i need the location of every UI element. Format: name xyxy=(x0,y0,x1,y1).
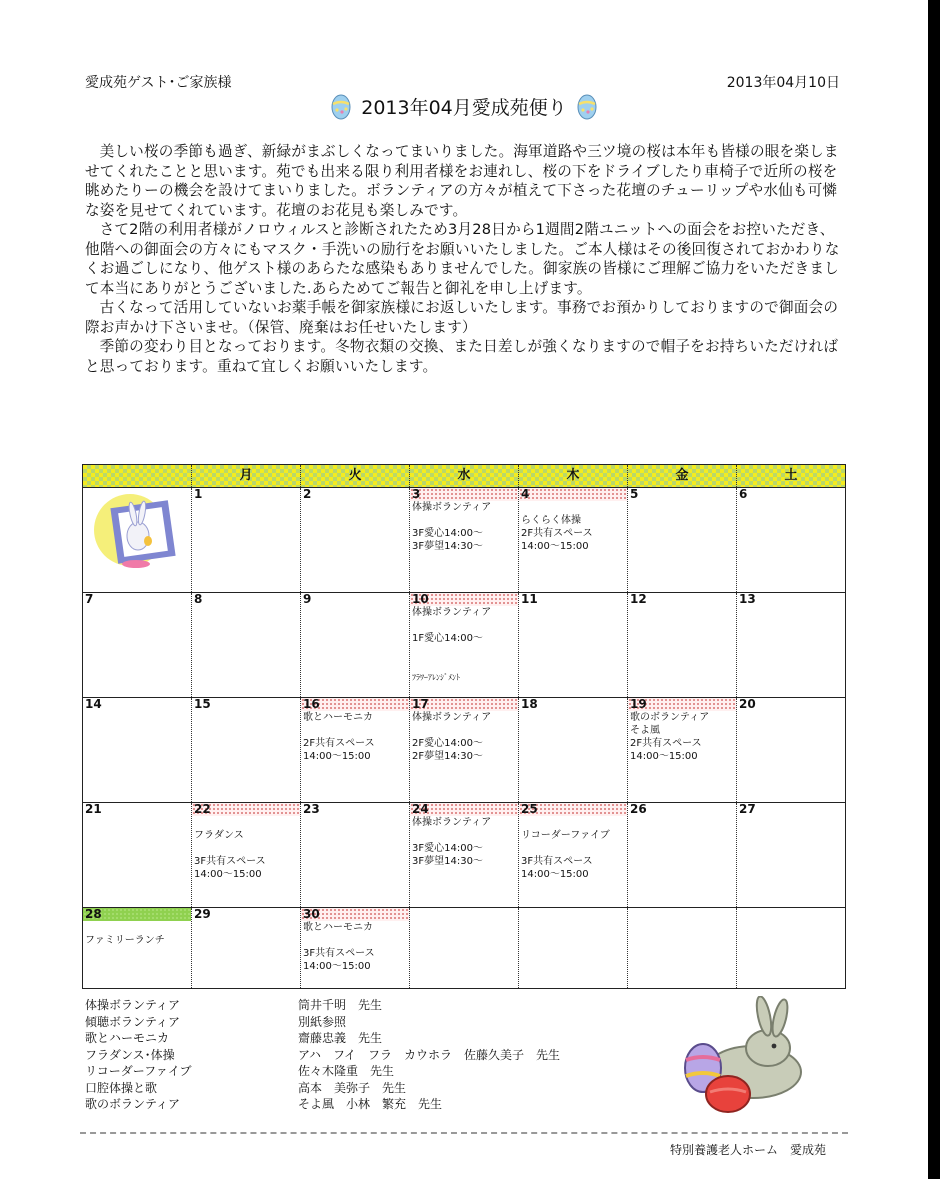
day-number: 22 xyxy=(192,803,300,816)
letter-paragraph: 季節の変わり目となっております。冬物衣類の交換、また日差しが強くなりますので帽子をお持ちいただければと思っております。重ねて宜しくお願いいたします。 xyxy=(85,338,839,375)
day-number: 9 xyxy=(303,592,312,606)
calendar-event: らくらく体操 2F共有スペース 14:00～15:00 xyxy=(521,515,593,552)
day-number: 16 xyxy=(301,698,409,711)
day-number: 13 xyxy=(739,592,756,606)
legend-instructor: 佐々木隆重 先生 xyxy=(298,1064,395,1078)
day-number: 20 xyxy=(739,697,756,711)
calendar-event: フラダンス 3F共有スペース 14:00～15:00 xyxy=(194,830,266,880)
day-number: 26 xyxy=(630,802,647,816)
letter-paragraph: さて2階の利用者様がノロウィルスと診断されたため3月28日から1週間2階ユニットへの面会をお控いただき、他階への御面会の方々にもマスク・手洗いの励行をお願いいたしました。ご本人様はその後回復されておかわりなくお過ごしになり、他ゲスト様のあらたな感染もありませんでした。御家族の皆様にご理解ご協力をいただきまして本当にありがとうございました.あらためてご報告と御礼を申し上げます。 xyxy=(85,221,840,297)
facility-name: 特別養護老人ホーム 愛成苑 xyxy=(669,1143,826,1157)
day-number: 1 xyxy=(194,487,203,501)
calendar-event: 体操ボランティア 2F愛心14:00～ 2F夢望14:30～ xyxy=(412,712,492,762)
day-number: 10 xyxy=(410,593,518,606)
volunteer-legend-names xyxy=(298,997,560,1113)
calendar-week-row xyxy=(83,802,845,907)
day-number: 7 xyxy=(85,592,94,606)
calendar-day-cell xyxy=(627,803,736,907)
day-number: 2 xyxy=(303,487,312,501)
weekday-header-cell: 月 xyxy=(191,465,300,487)
rabbit-with-eggs-illustration xyxy=(668,996,818,1120)
weekday-header-cell: 土 xyxy=(736,465,845,487)
legend-activity: 体操ボランティア xyxy=(85,998,181,1012)
calendar-day-cell xyxy=(300,488,409,592)
weekday-header-cell: 水 xyxy=(409,465,518,487)
day-number: 17 xyxy=(410,698,518,711)
calendar-body xyxy=(83,487,845,988)
legend-instructor: アハ フイ フラ カウホラ 佐藤久美子 先生 xyxy=(298,1047,560,1062)
letter-body xyxy=(85,142,845,376)
calendar-day-cell xyxy=(191,488,300,592)
day-number: 5 xyxy=(630,487,639,501)
calendar-day-cell xyxy=(518,488,627,592)
volunteer-legend-activities xyxy=(85,997,192,1113)
day-number: 19 xyxy=(628,698,736,711)
calendar-day-cell xyxy=(83,908,191,988)
weekday-header-cell xyxy=(83,465,191,487)
activity-calendar xyxy=(82,464,846,989)
day-number: 18 xyxy=(521,697,538,711)
calendar-event: リコーダーファイブ 3F共有スペース 14:00～15:00 xyxy=(521,830,610,880)
day-number: 15 xyxy=(194,697,211,711)
footer-divider xyxy=(80,1132,848,1134)
easter-egg-icon xyxy=(576,92,598,120)
calendar-week-row xyxy=(83,487,845,592)
legend-activity: 歌のボランティア xyxy=(85,1097,181,1111)
calendar-week-row xyxy=(83,907,845,988)
newsletter-title-row xyxy=(0,92,928,120)
weekday-header-cell: 火 xyxy=(300,465,409,487)
calendar-day-cell xyxy=(627,908,736,988)
calendar-day-cell xyxy=(191,593,300,697)
calendar-event: 歌とハーモニカ 3F共有スペース 14:00～15:00 xyxy=(303,922,375,972)
day-number: 12 xyxy=(630,592,647,606)
weekday-header-cell: 金 xyxy=(627,465,736,487)
legend-activity: リコーダーファイブ xyxy=(85,1064,192,1078)
calendar-day-cell xyxy=(83,803,191,907)
legend-activity: フラダンス･体操 xyxy=(85,1047,175,1062)
calendar-day-cell xyxy=(409,488,518,592)
calendar-event: 体操ボランティア 3F愛心14:00～ 3F夢望14:30～ xyxy=(412,502,492,552)
day-number: 30 xyxy=(301,908,409,921)
legend-instructor: 筒井千明 先生 xyxy=(298,998,383,1012)
calendar-day-cell xyxy=(736,908,845,988)
letter-paragraph: 美しい桜の季節も過ぎ、新緑がまぶしくなってまいりました。海軍道路や三ツ境の桜は本年も皆様の眼を楽しませてくれたことと思います。苑でも出来る限り利用者様をお連れし、桜の下をドライブしたり車椅子で近所の桜を眺めたりーの機会を設けてまいりました。ボランティアの方々が植えて下さった花壇のチューリップや水仙も可憐な姿を見せてくれています。花壇のお花見も楽しみです。 xyxy=(85,143,839,219)
calendar-day-cell xyxy=(300,698,409,802)
day-number: 8 xyxy=(194,592,203,606)
day-number: 21 xyxy=(85,802,102,816)
day-number: 28 xyxy=(83,908,191,921)
legend-activity: 歌とハーモニカ xyxy=(85,1031,170,1045)
calendar-day-cell xyxy=(518,593,627,697)
day-number: 27 xyxy=(739,802,756,816)
calendar-day-cell xyxy=(191,908,300,988)
bunny-card-illustration xyxy=(92,492,182,574)
day-number: 29 xyxy=(194,907,211,921)
legend-instructor: 高本 美弥子 先生 xyxy=(298,1080,407,1095)
calendar-day-cell xyxy=(736,698,845,802)
calendar-event: ﾌﾗﾜｰｱﾚﾝｼﾞﾒﾝﾄ xyxy=(412,673,460,682)
day-number xyxy=(410,908,518,921)
day-number: 3 xyxy=(410,488,518,501)
day-number xyxy=(519,908,627,921)
legend-activity: 口腔体操と歌 xyxy=(85,1080,158,1095)
day-number xyxy=(737,908,845,921)
calendar-day-cell xyxy=(518,803,627,907)
calendar-day-cell xyxy=(409,908,518,988)
calendar-event: 歌とハーモニカ 2F共有スペース 14:00～15:00 xyxy=(303,712,375,762)
legend-activity: 傾聴ボランティア xyxy=(85,1014,181,1029)
day-number: 23 xyxy=(303,802,320,816)
calendar-day-cell xyxy=(300,803,409,907)
calendar-day-cell xyxy=(518,698,627,802)
day-number: 24 xyxy=(410,803,518,816)
weekday-header-cell: 木 xyxy=(518,465,627,487)
issue-date: 2013年04月10日 xyxy=(726,75,840,91)
calendar-day-cell xyxy=(627,593,736,697)
day-number: 4 xyxy=(519,488,627,501)
day-number: 25 xyxy=(519,803,627,816)
calendar-week-row xyxy=(83,592,845,697)
calendar-day-cell xyxy=(518,908,627,988)
calendar-day-cell xyxy=(409,803,518,907)
calendar-weekday-header xyxy=(83,465,845,487)
calendar-day-cell xyxy=(627,488,736,592)
calendar-event: 体操ボランティア 3F愛心14:00～ 3F夢望14:30～ xyxy=(412,817,492,867)
page-edge-bar xyxy=(928,0,940,1179)
calendar-event: 歌のボランティア そよ風 2F共有スペース 14:00～15:00 xyxy=(630,712,710,762)
day-number: 11 xyxy=(521,592,538,606)
calendar-day-cell xyxy=(736,593,845,697)
easter-egg-icon xyxy=(330,92,352,120)
legend-instructor: 齋藤忠義 先生 xyxy=(298,1031,383,1045)
calendar-event: 体操ボランティア 1F愛心14:00～ xyxy=(412,607,492,644)
calendar-day-cell xyxy=(736,803,845,907)
letter-paragraph: 古くなって活用していないお薬手帳を御家族様にお返しいたします。事務でお預かりしておりますので御面会の際お声かけ下さいませ。（保管、廃棄はお任せいたします） xyxy=(85,299,839,336)
calendar-event: ファミリーランチ xyxy=(85,935,165,946)
day-number: 6 xyxy=(739,487,748,501)
day-number xyxy=(628,908,736,921)
calendar-day-cell xyxy=(300,908,409,988)
calendar-day-cell xyxy=(191,803,300,907)
calendar-day-cell xyxy=(83,593,191,697)
calendar-day-cell xyxy=(300,593,409,697)
day-number: 14 xyxy=(85,697,102,711)
calendar-day-cell xyxy=(409,698,518,802)
calendar-day-cell xyxy=(83,698,191,802)
recipient: 愛成苑ゲスト･ご家族様 xyxy=(85,75,232,91)
calendar-day-cell xyxy=(627,698,736,802)
legend-instructor: 別紙参照 xyxy=(298,1014,347,1029)
legend-instructor: そよ風 小林 繁充 先生 xyxy=(298,1097,443,1111)
calendar-day-cell xyxy=(736,488,845,592)
calendar-day-cell xyxy=(409,593,518,697)
page-title: 2013年04月愛成苑便り xyxy=(361,96,567,119)
calendar-day-cell xyxy=(191,698,300,802)
calendar-week-row xyxy=(83,697,845,802)
